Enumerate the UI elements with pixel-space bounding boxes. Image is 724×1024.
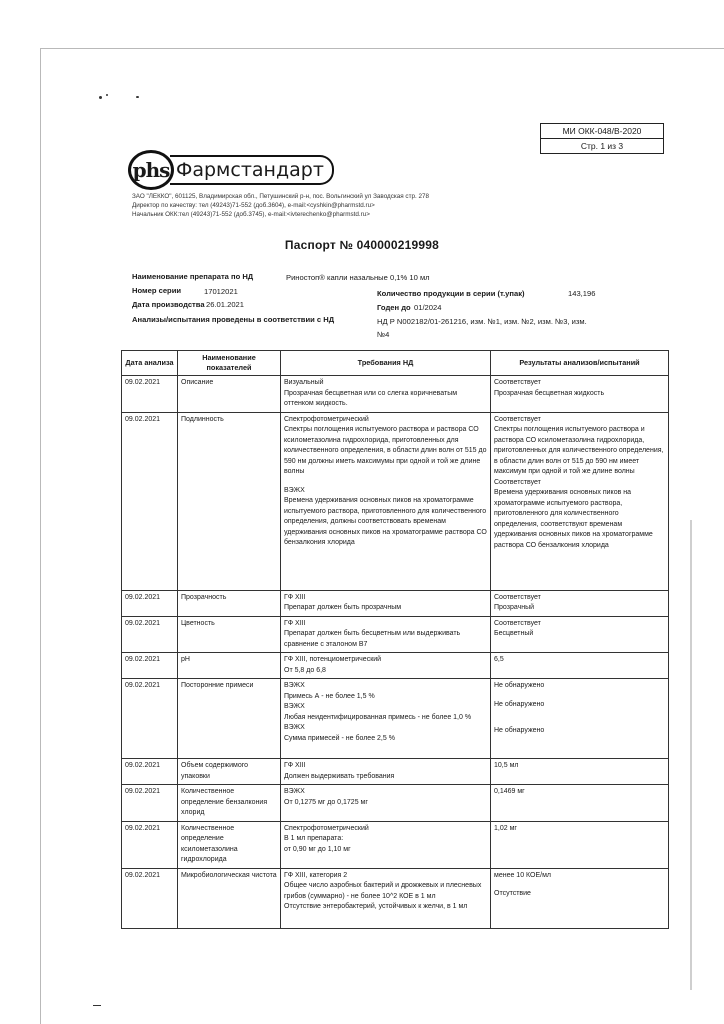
address-line: Директор по качеству: тел (49243)71-552 (доб.3604), e-mail:<cyshkin@pharmstd.ru>	[132, 202, 375, 209]
cell-requirement	[281, 821, 491, 868]
line-gap	[494, 718, 665, 726]
result-line: менее 10 КОЕ/мл	[494, 871, 551, 879]
scan-speck	[106, 94, 108, 96]
requirement-line: Спектрофотометрический	[284, 824, 369, 832]
result-line: Бесцветный	[494, 630, 534, 637]
header-date: Дата анализа	[122, 351, 178, 376]
indicator-line: Цветность	[181, 619, 215, 627]
cell-date: 09.02.2021	[122, 590, 178, 616]
result-line: Спектры поглощения испытуемого раствора и раствора СО ксилометазолина гидрохлорида, приготовленных для количественного определения, в области длин волн от 515 до 590 нм имеет максимум при одной и той же длине волны	[494, 426, 664, 475]
drug-value: Риностоп® капли назальные 0,1% 10 мл	[286, 273, 430, 282]
analysis-table	[121, 350, 669, 929]
requirement-line: Примесь А - не более 1,5 %	[284, 692, 375, 700]
indicator-line: Подлинность	[181, 415, 224, 423]
requirement-line: Препарат должен быть прозрачным	[284, 604, 402, 611]
cell-date: 09.02.2021	[122, 412, 178, 590]
header-requirement: Требования НД	[281, 351, 491, 376]
line-gap	[284, 478, 487, 486]
cell-indicator	[178, 785, 281, 822]
company-logo	[128, 150, 334, 190]
compliance-label: Анализы/испытания проведены в соответствии с НД	[132, 315, 335, 324]
header-indicator: Наименование показателей	[178, 351, 281, 376]
result-line: Прозрачный	[494, 604, 535, 611]
series-value: 17012021	[204, 287, 238, 296]
cell-date: 09.02.2021	[122, 868, 178, 928]
result-line: Соответствует	[494, 379, 541, 386]
requirement-line: Визуальный	[284, 379, 324, 386]
cell-requirement	[281, 759, 491, 785]
cell-requirement	[281, 868, 491, 928]
indicator-line: Количественное определение бензалкония хлорид	[181, 788, 268, 816]
cell-indicator	[178, 759, 281, 785]
header-result: Результаты анализов/испытаний	[491, 351, 669, 376]
result-line: Времена удерживания основных пиков на хроматограмме испытуемого раствора, приготовленного для количественного определения, соответствуют временам удерживания основных пиков на хроматограмме раствора СО бензалкония хлорида	[494, 489, 653, 549]
cell-indicator	[178, 868, 281, 928]
table-row	[122, 868, 669, 928]
table-header-row	[122, 351, 669, 376]
indicator-line: Прозрачность	[181, 593, 227, 601]
requirement-line: ВЭЖХ	[284, 486, 305, 494]
nd-reference-cont: №4	[377, 330, 390, 339]
expiry-label: Годен до	[377, 303, 411, 312]
requirement-line: Должен выдерживать требования	[284, 772, 395, 780]
table-row	[122, 616, 669, 653]
cell-result	[491, 616, 669, 653]
production-label: Дата производства	[132, 300, 205, 309]
requirement-line: ГФ XIII, категория 2	[284, 871, 348, 879]
cell-result	[491, 679, 669, 759]
cell-result	[491, 590, 669, 616]
scan-artifact	[690, 520, 692, 990]
scan-speck	[136, 96, 139, 98]
requirement-line: От 5,8 до 6,8	[284, 666, 326, 674]
cell-date: 09.02.2021	[122, 785, 178, 822]
cell-date: 09.02.2021	[122, 376, 178, 413]
indicator-line: Объем содержимого упаковки	[181, 762, 249, 780]
line-gap	[494, 881, 665, 889]
quantity-label: Количество продукции в серии (т.упак)	[377, 289, 525, 298]
requirement-line: ГФ XIII	[284, 762, 306, 769]
scan-speck	[99, 96, 102, 99]
quantity-value: 143,196	[568, 289, 596, 298]
page-number: Стр. 1 из 3	[541, 138, 663, 153]
expiry-value: 01/2024	[414, 303, 442, 312]
cell-requirement	[281, 785, 491, 822]
production-value: 26.01.2021	[206, 300, 245, 309]
requirement-line: Спектрофотометрический	[284, 415, 369, 423]
requirement-line: от 0,90 мг до 1,10 мг	[284, 845, 351, 853]
result-line: Не обнаружено	[494, 682, 545, 689]
requirement-line: Отсутствие энтеробактерий, устойчивых к желчи, в 1 мл	[284, 903, 468, 910]
result-line: 0,1469 мг	[494, 788, 525, 795]
table-row	[122, 590, 669, 616]
result-line: Не обнаружено	[494, 700, 545, 708]
result-line: Соответствует	[494, 619, 541, 627]
indicator-line: Количественное определение ксилометазолина гидрохлорида	[181, 824, 238, 863]
cell-date: 09.02.2021	[122, 679, 178, 759]
requirement-line: Времена удерживания основных пиков на хроматограмме испытуемого раствора, приготовленного для количественного определения, должны соответствовать временам удерживания основных пиков на хроматограмме раствора СО бензалкония хлорида	[284, 497, 487, 546]
sheet-edge	[40, 48, 724, 49]
cell-result	[491, 653, 669, 679]
cell-requirement	[281, 679, 491, 759]
requirement-line: От 0,1275 мг до 0,1725 мг	[284, 798, 368, 806]
requirement-line: ГФ XIII	[284, 593, 306, 601]
cell-requirement	[281, 616, 491, 653]
drug-label: Наименование препарата по НД	[132, 272, 254, 281]
requirement-line: В 1 мл препарата:	[284, 835, 344, 842]
requirement-line: ГФ XIII	[284, 619, 306, 627]
result-line: 10,5 мл	[494, 762, 519, 769]
cell-date: 09.02.2021	[122, 616, 178, 653]
cell-indicator	[178, 376, 281, 413]
table-row	[122, 412, 669, 590]
indicator-line: Описание	[181, 379, 214, 386]
cell-indicator	[178, 412, 281, 590]
table-row	[122, 759, 669, 785]
cell-requirement	[281, 653, 491, 679]
cell-date: 09.02.2021	[122, 759, 178, 785]
table-row	[122, 653, 669, 679]
document-code-box	[540, 123, 664, 154]
result-line: Соответствует	[494, 415, 541, 423]
result-line: Не обнаружено	[494, 727, 545, 734]
table-body	[122, 376, 669, 929]
result-line: 1,02 мг	[494, 824, 517, 832]
line-gap	[494, 710, 665, 718]
cell-requirement	[281, 376, 491, 413]
cell-result	[491, 868, 669, 928]
indicator-line: pH	[181, 656, 190, 663]
requirement-line: Спектры поглощения испытуемого раствора и раствора СО ксилометазолина гидрохлорида, приготовленных для количественного определения, в области длин волн от 515 до 590 нм должны иметь максимумы при одной и той же длине волны	[284, 426, 487, 475]
cell-indicator	[178, 653, 281, 679]
logo-mark: phs	[128, 150, 174, 190]
document-code: МИ ОКК-048/В-2020	[562, 126, 642, 136]
cell-requirement	[281, 412, 491, 590]
nd-reference: НД Р N002182/01-261216, изм. №1, изм. №2, изм. №3, изм.	[377, 317, 587, 326]
cell-requirement	[281, 590, 491, 616]
logo-text: Фармстандарт	[170, 155, 334, 185]
cell-indicator	[178, 821, 281, 868]
requirement-line: Любая неидентифицированная примесь - не более 1,0 %	[284, 713, 472, 721]
indicator-line: Посторонние примеси	[181, 682, 254, 689]
cell-indicator	[178, 679, 281, 759]
scan-speck	[93, 1005, 101, 1006]
requirement-line: Препарат должен быть бесцветным или выдерживать сравнение с эталоном В7	[284, 630, 461, 648]
cell-date: 09.02.2021	[122, 653, 178, 679]
address-line: Начальник ОКК:тел (49243)71-552 (доб.3745), e-mail:<ivterechenko@pharmstd.ru>	[132, 211, 370, 218]
result-line: 6,5	[494, 656, 504, 663]
requirement-line: Сумма примесей - не более 2,5 %	[284, 734, 395, 742]
result-line: Соответствует	[494, 478, 541, 486]
table-row	[122, 821, 669, 868]
cell-result	[491, 785, 669, 822]
requirement-line: Прозрачная бесцветная или со слегка коричневатым оттенком жидкость.	[284, 389, 458, 407]
cell-date: 09.02.2021	[122, 821, 178, 868]
cell-result	[491, 412, 669, 590]
cell-indicator	[178, 590, 281, 616]
line-gap	[494, 692, 665, 700]
table-row	[122, 785, 669, 822]
requirement-line: ВЭЖХ	[284, 703, 305, 710]
sheet-edge	[40, 48, 41, 1024]
requirement-line: ВЭЖХ	[284, 682, 305, 689]
cell-result	[491, 759, 669, 785]
cell-result	[491, 376, 669, 413]
page-title: Паспорт № 040000219998	[284, 238, 440, 252]
result-line: Отсутствие	[494, 890, 531, 897]
requirement-line: ВЭЖХ	[284, 788, 305, 795]
company-address	[132, 192, 429, 219]
result-line: Прозрачная бесцветная жидкость	[494, 389, 605, 397]
table-row	[122, 679, 669, 759]
cell-result	[491, 821, 669, 868]
indicator-line: Микробиологическая чистота	[181, 871, 277, 879]
requirement-line: ВЭЖХ	[284, 724, 305, 731]
cell-indicator	[178, 616, 281, 653]
address-line: ЗАО "ЛЕККО", 601125, Владимирская обл., Петушинский р-н, пос. Вольгинский ул Заводская стр. 278	[132, 193, 429, 200]
table-row	[122, 376, 669, 413]
requirement-line: ГФ XIII, потенциометрический	[284, 656, 382, 663]
requirement-line: Общее число аэробных бактерий и дрожжевых и плесневых грибов (суммарно) - не более 10^2 КОЕ в 1 мл	[284, 882, 482, 900]
series-label: Номер серии	[132, 286, 182, 295]
result-line: Соответствует	[494, 593, 541, 601]
